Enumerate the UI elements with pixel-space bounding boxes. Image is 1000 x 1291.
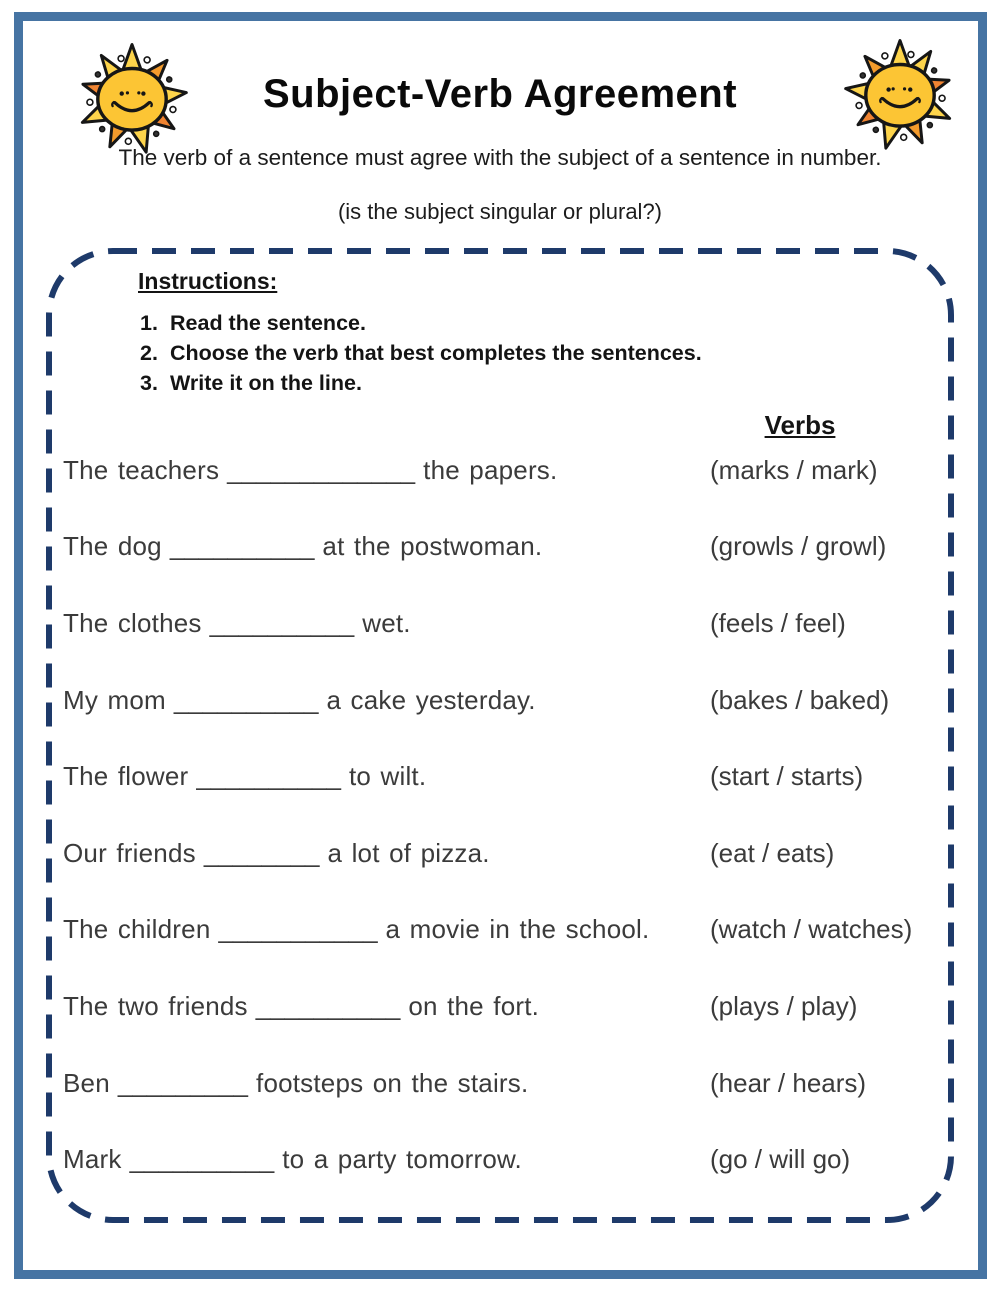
sentence xyxy=(63,1068,528,1099)
exercise-row xyxy=(63,892,955,969)
answer-blank[interactable]: ________ xyxy=(203,837,320,868)
verb-options: (watch / watches) xyxy=(710,914,913,945)
sentence-prefix: The flower xyxy=(63,761,189,792)
answer-blank[interactable]: __________ xyxy=(209,607,355,638)
sentence-prefix: The children xyxy=(63,914,211,945)
verb-options: (feels / feel) xyxy=(710,607,846,638)
answer-blank[interactable]: __________ xyxy=(196,761,341,792)
step-number: 2. xyxy=(140,341,158,365)
step-text: Write it on the line. xyxy=(170,371,362,395)
sentence-prefix: My mom xyxy=(63,684,166,715)
verbs-column-header: Verbs xyxy=(764,410,836,440)
answer-blank[interactable]: ___________ xyxy=(218,914,378,945)
sentence-suffix: a lot of pizza. xyxy=(327,837,490,868)
verb-options: (bakes / baked) xyxy=(710,684,890,715)
exercise-row xyxy=(63,968,955,1045)
sentence-suffix: to a party tomorrow. xyxy=(282,1144,522,1175)
verb-options: (eat / eats) xyxy=(710,837,835,868)
sentence-prefix: Mark xyxy=(63,1144,122,1175)
instructions-list xyxy=(140,308,702,398)
answer-blank[interactable]: __________ xyxy=(255,990,401,1021)
sentence-prefix: The two friends xyxy=(63,990,248,1021)
sentence xyxy=(63,838,490,869)
verb-options: (go / will go) xyxy=(710,1144,851,1175)
sentence-suffix: at the postwoman. xyxy=(322,531,543,562)
exercise-list xyxy=(63,432,955,1198)
verb-options: (growls / growl) xyxy=(710,531,887,562)
subtitle-line-1: The verb of a sentence must agree with the subject of a sentence in number. xyxy=(118,145,882,170)
verb-options: (plays / play) xyxy=(710,990,858,1021)
answer-blank[interactable]: _________ xyxy=(117,1067,249,1098)
exercise-row xyxy=(63,509,955,586)
instruction-step xyxy=(140,308,702,338)
page-title: Subject-Verb Agreement xyxy=(262,72,738,116)
sentence-suffix: to wilt. xyxy=(349,761,427,792)
sentence-prefix: The clothes xyxy=(63,607,202,638)
step-text: Choose the verb that best completes the sentences. xyxy=(170,341,702,365)
sentence-prefix: Our friends xyxy=(63,837,196,868)
sentence xyxy=(63,685,536,716)
sentence-prefix: Ben xyxy=(63,1067,110,1098)
verb-options: (hear / hears) xyxy=(710,1067,867,1098)
step-text: Read the sentence. xyxy=(170,311,366,335)
verb-options: (start / starts) xyxy=(710,761,864,792)
sentence-prefix: The dog xyxy=(63,531,162,562)
subtitle-line-2: (is the subject singular or plural?) xyxy=(337,199,663,224)
exercise-row xyxy=(63,1045,955,1122)
sentence xyxy=(63,455,557,486)
sentence xyxy=(63,761,426,792)
exercise-row xyxy=(63,738,955,815)
instruction-step xyxy=(140,368,702,398)
exercise-row xyxy=(63,432,955,509)
answer-blank[interactable]: __________ xyxy=(169,531,315,562)
step-number: 3. xyxy=(140,371,158,395)
sentence xyxy=(63,1144,522,1175)
sentence-suffix: the papers. xyxy=(423,454,558,485)
answer-blank[interactable]: __________ xyxy=(173,684,319,715)
answer-blank[interactable]: _____________ xyxy=(227,454,416,485)
sentence-suffix: a cake yesterday. xyxy=(326,684,536,715)
step-number: 1. xyxy=(140,311,158,335)
sentence xyxy=(63,608,411,639)
sentence-suffix: wet. xyxy=(362,607,411,638)
instructions-heading: Instructions: xyxy=(138,268,278,294)
sentence xyxy=(63,914,649,945)
exercise-row xyxy=(63,1121,955,1198)
exercise-row xyxy=(63,585,955,662)
exercise-row xyxy=(63,662,955,739)
sentence xyxy=(63,531,542,562)
sentence-suffix: a movie in the school. xyxy=(385,914,650,945)
exercise-row xyxy=(63,815,955,892)
instruction-step xyxy=(140,338,702,368)
sentence-prefix: The teachers xyxy=(63,454,220,485)
answer-blank[interactable]: __________ xyxy=(129,1144,275,1175)
sentence-suffix: on the fort. xyxy=(408,990,540,1021)
sentence xyxy=(63,991,539,1022)
verb-options: (marks / mark) xyxy=(710,454,878,485)
sentence-suffix: footsteps on the stairs. xyxy=(256,1067,529,1098)
